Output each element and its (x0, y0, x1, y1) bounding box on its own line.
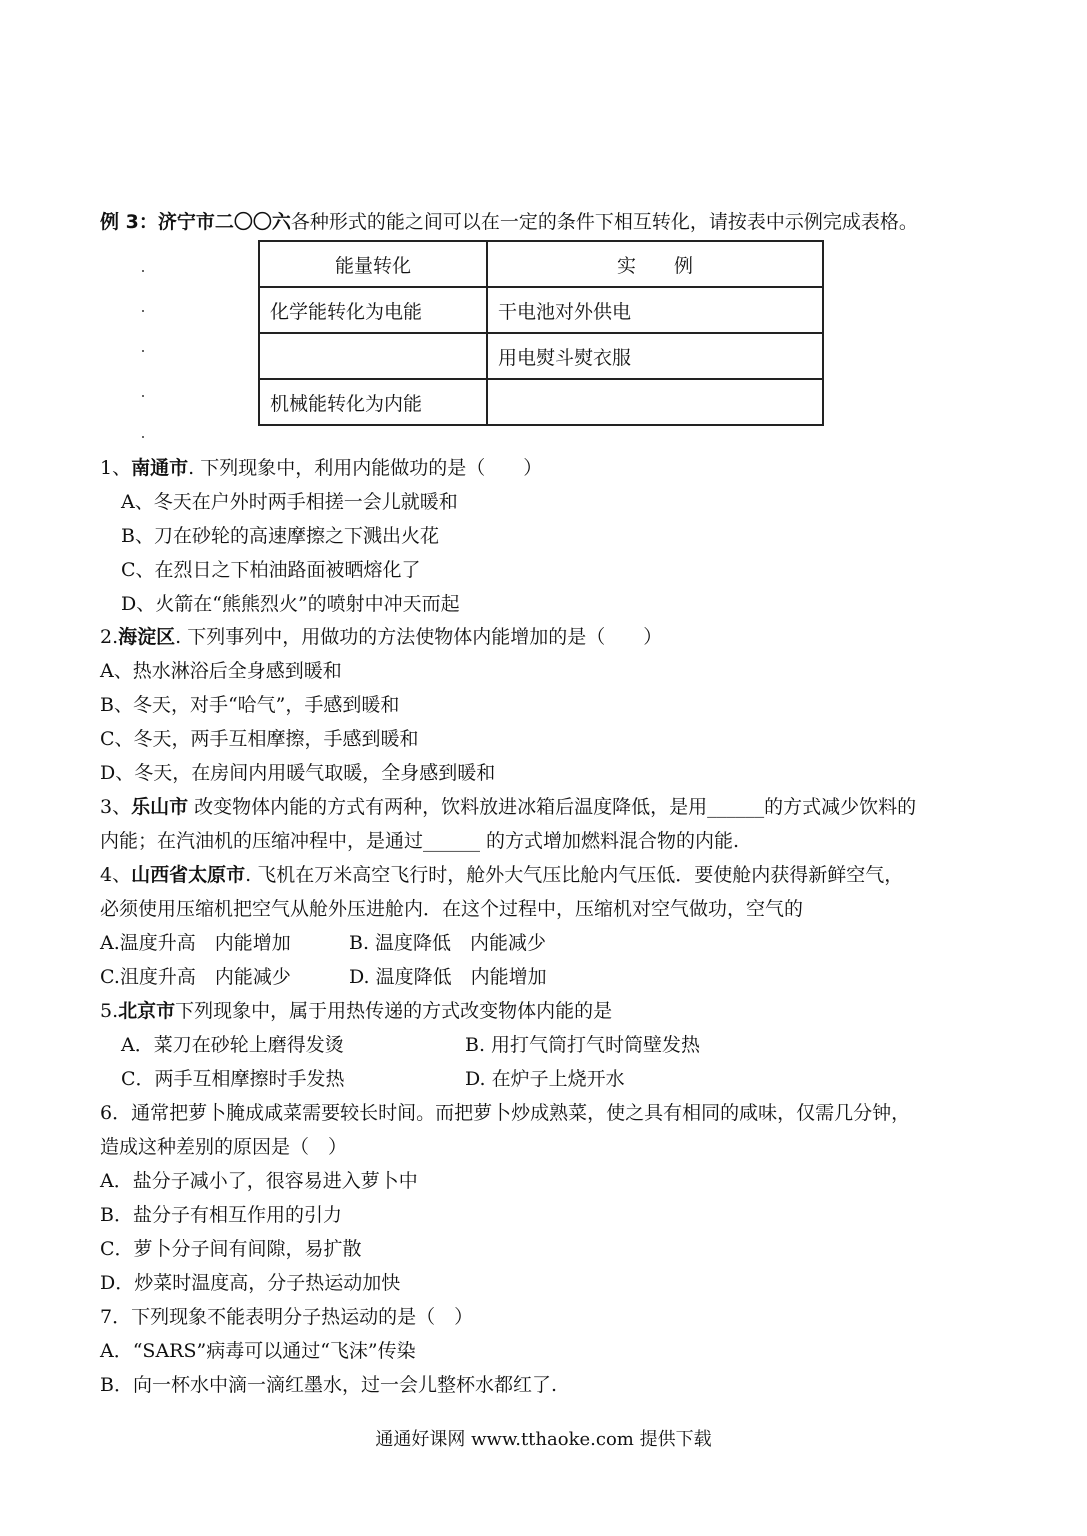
question-4-stem: 4、山西省太原市. 飞机在万米高空飞行时，舱外大气压比舱内气压低．要使舱内获得新鲜空气， (100, 864, 904, 886)
option-b: B. 用打气筒打气时筒壁发热 (465, 1034, 701, 1056)
option-c: C、冬天，两手互相摩擦，手感到暖和 (100, 728, 419, 750)
option-b: B．盐分子有相互作用的引力 (100, 1204, 342, 1226)
option-a: A.温度升高 内能增加 (100, 932, 291, 954)
option-a: A．菜刀在砂轮上磨得发烫 (121, 1034, 344, 1056)
option-d: D、冬天，在房间内用暖气取暖，全身感到暖和 (100, 762, 496, 784)
option-d: D、火箭在“熊熊烈火”的喷射中冲天而起 (121, 593, 460, 615)
energy-conversion-table (258, 240, 824, 426)
option-d: D. 温度降低 内能增加 (349, 966, 547, 988)
table-row (259, 379, 823, 425)
table-row (259, 287, 823, 333)
table-cell: 干电池对外供电 (487, 287, 823, 333)
table-header-cell: 实 例 (487, 241, 823, 287)
margin-mark (142, 350, 144, 352)
margin-mark (142, 270, 144, 272)
question-source: 北京市 (118, 1000, 176, 1022)
question-7-stem: 7．下列现象不能表明分子热运动的是（ ） (100, 1306, 474, 1328)
option-b: B．向一杯水中滴一滴红墨水，过一会儿整杯水都红了. (100, 1374, 558, 1396)
table-header-cell: 能量转化 (259, 241, 487, 287)
margin-mark (142, 436, 144, 438)
question-3-stem-continued: 内能；在汽油机的压缩冲程中，是通过______ 的方式增加燃料混合物的内能. (100, 830, 740, 852)
question-2-stem: 2.海淀区. 下列事列中，用做功的方法使物体内能增加的是（ ） (100, 626, 663, 648)
question-source: 乐山市 (131, 796, 189, 818)
option-d: D．炒菜时温度高，分子热运动加快 (100, 1272, 401, 1294)
question-source: 南通市 (131, 457, 189, 479)
option-a: A、热水淋浴后全身感到暖和 (100, 660, 342, 682)
question-3-stem: 3、乐山市 改变物体内能的方式有两种，饮料放进冰箱后温度降低，是用______的方式减少饮料的 (100, 796, 917, 818)
example-3-label: 例 3：济宁市二〇〇六 (100, 211, 291, 233)
table-cell-blank (259, 333, 487, 379)
option-b: B. 温度降低 内能减少 (349, 932, 547, 954)
option-c: C．萝卜分子间有间隙，易扩散 (100, 1238, 362, 1260)
table-header-row (259, 241, 823, 287)
margin-mark (142, 310, 144, 312)
option-c: C.沮度升高 内能减少 (100, 966, 291, 988)
option-b: B、刀在砂轮的高速摩擦之下溅出火花 (121, 525, 439, 547)
option-d: D. 在炉子上烧开水 (465, 1068, 625, 1090)
question-source: 山西省太原市 (131, 864, 246, 886)
option-c: C、在烈日之下柏油路面被晒熔化了 (121, 559, 421, 581)
page-footer: 通通好课网 www.tthaoke.com 提供下载 (375, 1429, 712, 1450)
example-3-heading (100, 209, 918, 235)
table-cell: 机械能转化为内能 (259, 379, 487, 425)
question-6-stem: 6．通常把萝卜腌成咸菜需要较长时间。而把萝卜炒成熟菜，使之具有相同的咸味，仅需几分钟， (100, 1102, 911, 1124)
table-cell: 化学能转化为电能 (259, 287, 487, 333)
option-a: A、冬天在户外时两手相搓一会儿就暖和 (121, 491, 458, 513)
table-cell: 用电熨斗熨衣服 (487, 333, 823, 379)
table-row (259, 333, 823, 379)
question-6-stem-continued: 造成这种差别的原因是（ ） (100, 1136, 348, 1158)
question-source: 海淀区 (118, 626, 176, 648)
question-5-stem: 5.北京市下列现象中，属于用热传递的方式改变物体内能的是 (100, 1000, 613, 1022)
question-4-stem-continued: 必须使用压缩机把空气从舱外压进舱内．在这个过程中，压缩机对空气做功，空气的 (100, 898, 804, 920)
table-cell-blank (487, 379, 823, 425)
margin-mark (142, 395, 144, 397)
option-c: C．两手互相摩擦时手发热 (121, 1068, 345, 1090)
option-b: B、冬天，对手“哈气”，手感到暖和 (100, 694, 400, 716)
option-a: A．“SARS”病毒可以通过“飞沫”传染 (100, 1340, 416, 1362)
question-1-stem: 1、南通市. 下列现象中，利用内能做功的是（ ） (100, 457, 543, 479)
option-a: A．盐分子减小了，很容易进入萝卜中 (100, 1170, 418, 1192)
example-3-text: 各种形式的能之间可以在一定的条件下相互转化，请按表中示例完成表格。 (290, 211, 918, 233)
